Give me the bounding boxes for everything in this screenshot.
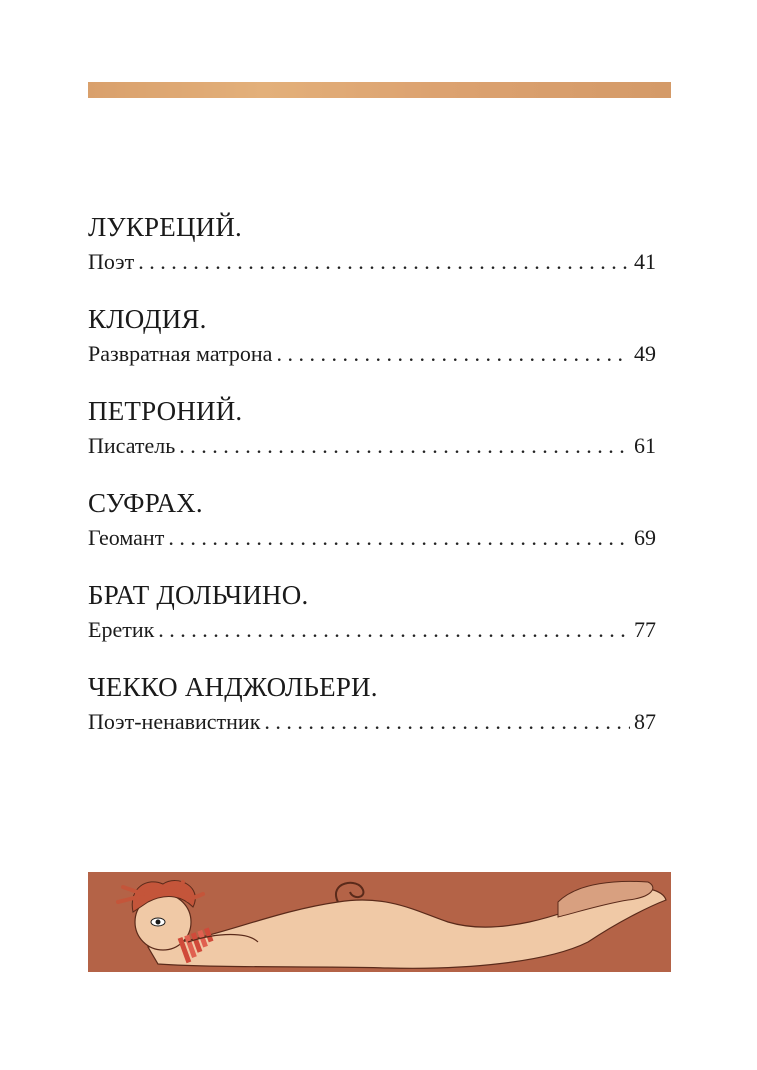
toc-entry-page-number: 61: [634, 433, 656, 458]
toc-entry-title: БРАТ ДОЛЬЧИНО.: [88, 580, 309, 610]
toc-entry-page-number: 87: [634, 709, 656, 734]
toc-entry-subtitle: Поэт-ненавистник: [88, 709, 261, 734]
dot-leader: [158, 615, 630, 645]
toc-entry-page-number: 41: [634, 249, 656, 274]
toc-entry-line: [88, 523, 656, 553]
decorative-top-bar: [88, 82, 671, 98]
toc-entry-line: [88, 431, 656, 461]
toc-entry-subtitle: Развратная матрона: [88, 341, 273, 366]
toc-entry-page-number: 49: [634, 341, 656, 366]
toc-entry[interactable]: [88, 578, 656, 645]
dot-leader: [264, 707, 630, 737]
toc-entry-page-number: 77: [634, 617, 656, 642]
toc-entry[interactable]: [88, 210, 656, 277]
toc-entry-subtitle: Поэт: [88, 249, 135, 274]
toc-entry-subtitle: Еретик: [88, 617, 155, 642]
toc-entry-line: [88, 339, 656, 369]
toc-entry-page-number: 69: [634, 525, 656, 550]
toc-entry-title: ЛУКРЕЦИЙ.: [88, 212, 242, 242]
toc-entry[interactable]: [88, 302, 656, 369]
toc-entry-title: ЧЕККО АНДЖОЛЬЕРИ.: [88, 672, 378, 702]
toc-entry[interactable]: [88, 394, 656, 461]
dot-leader: [179, 431, 630, 461]
faun-illustration: [88, 872, 671, 972]
toc-entry-title: КЛОДИЯ.: [88, 304, 207, 334]
toc-entry[interactable]: [88, 670, 656, 737]
toc-entry-line: [88, 247, 656, 277]
dot-leader: [168, 523, 630, 553]
table-of-contents: [88, 210, 656, 762]
dot-leader: [138, 247, 630, 277]
toc-entry[interactable]: [88, 486, 656, 553]
reclining-faun-image: [88, 872, 671, 972]
toc-entry-title: СУФРАХ.: [88, 488, 203, 518]
dot-leader: [276, 339, 630, 369]
toc-entry-line: [88, 707, 656, 737]
toc-entry-subtitle: Геомант: [88, 525, 165, 550]
toc-entry-line: [88, 615, 656, 645]
toc-entry-title: ПЕТРОНИЙ.: [88, 396, 243, 426]
toc-entry-subtitle: Писатель: [88, 433, 176, 458]
